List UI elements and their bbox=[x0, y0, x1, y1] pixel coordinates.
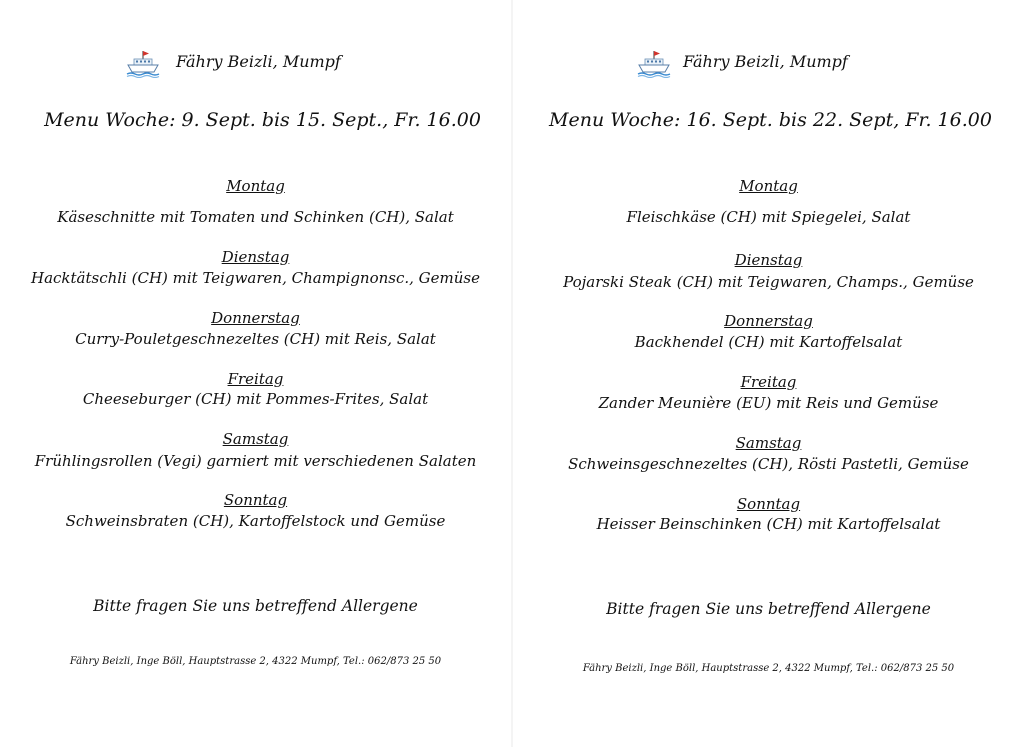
day-name: Samstag bbox=[735, 434, 802, 452]
menu-title: Menu Woche: 9. Sept. bis 15. Sept., Fr. 16.00 bbox=[44, 109, 481, 131]
day-name: Donnerstag bbox=[724, 312, 813, 330]
ferry-boat-icon bbox=[637, 48, 671, 78]
allergy-note: Bitte fragen Sie uns betreffend Allergene bbox=[606, 600, 931, 618]
dish: Fleischkäse (CH) mit Spiegelei, Salat bbox=[626, 208, 911, 226]
day-name: Dienstag bbox=[734, 251, 803, 269]
menu-title: Menu Woche: 16. Sept. bis 22. Sept, Fr. 16.00 bbox=[549, 109, 992, 131]
day-name: Sonntag bbox=[736, 495, 801, 513]
dish: Schweinsbraten (CH), Kartoffelstock und Gemüse bbox=[65, 512, 446, 530]
day-name: Sonntag bbox=[223, 491, 288, 509]
menu-header bbox=[0, 46, 511, 80]
day-name: Dienstag bbox=[221, 248, 290, 266]
dish: Heisser Beinschinken (CH) mit Kartoffelsalat bbox=[596, 515, 941, 533]
day-name: Montag bbox=[226, 177, 285, 195]
allergy-note: Bitte fragen Sie uns betreffend Allergene bbox=[93, 597, 418, 615]
dish: Pojarski Steak (CH) mit Teigwaren, Champs., Gemüse bbox=[563, 273, 974, 291]
day-name: Samstag bbox=[222, 430, 289, 448]
dish: Frühlingsrollen (Vegi) garniert mit verschiedenen Salaten bbox=[34, 452, 477, 470]
dish: Schweinsgeschnezeltes (CH), Rösti Pastetli, Gemüse bbox=[568, 455, 969, 473]
restaurant-name: Fähry Beizli, Mumpf bbox=[683, 52, 848, 71]
dish: Hacktätschli (CH) mit Teigwaren, Champignonsc., Gemüse bbox=[30, 269, 480, 287]
menu-page-week-2 bbox=[513, 0, 1024, 747]
day-name: Montag bbox=[739, 177, 798, 195]
contact-footer: Fähry Beizli, Inge Böll, Hauptstrasse 2, 4322 Mumpf, Tel.: 062/873 25 50 bbox=[582, 663, 955, 674]
restaurant-name: Fähry Beizli, Mumpf bbox=[176, 52, 341, 71]
dish: Käseschnitte mit Tomaten und Schinken (CH), Salat bbox=[57, 208, 454, 226]
ferry-boat-icon bbox=[126, 48, 160, 78]
contact-footer: Fähry Beizli, Inge Böll, Hauptstrasse 2, 4322 Mumpf, Tel.: 062/873 25 50 bbox=[69, 656, 442, 667]
dish: Cheeseburger (CH) mit Pommes-Frites, Salat bbox=[82, 390, 429, 408]
day-name: Freitag bbox=[227, 370, 284, 388]
dish: Backhendel (CH) mit Kartoffelsalat bbox=[634, 333, 903, 351]
day-name: Freitag bbox=[740, 373, 797, 391]
menu-page-week-1 bbox=[0, 0, 511, 747]
day-name: Donnerstag bbox=[211, 309, 300, 327]
dish: Zander Meunière (EU) mit Reis und Gemüse bbox=[598, 394, 939, 412]
dish: Curry-Pouletgeschnezeltes (CH) mit Reis, Salat bbox=[75, 330, 436, 348]
menu-header bbox=[513, 46, 1024, 80]
